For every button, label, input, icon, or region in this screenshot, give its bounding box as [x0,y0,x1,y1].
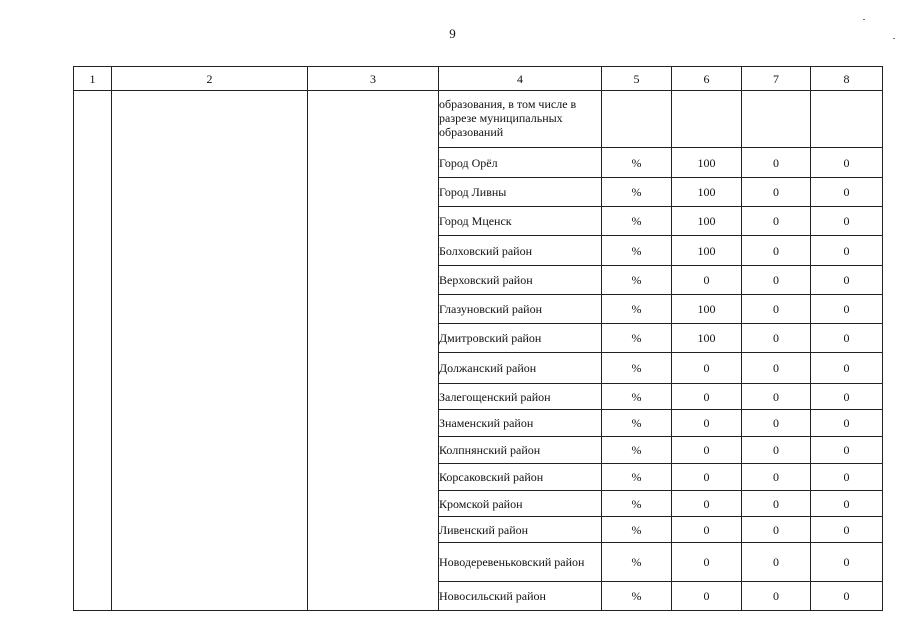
value-col8: 0 [811,266,883,295]
cell-empty [672,91,742,148]
value-col7: 0 [742,464,811,491]
value-col6: 0 [672,384,742,410]
value-col8: 0 [811,384,883,410]
unit-cell: % [602,207,672,236]
value-col8: 0 [811,543,883,582]
value-col7: 0 [742,324,811,353]
municipality-name: Болховский район [439,236,602,266]
value-col8: 0 [811,324,883,353]
value-col7: 0 [742,384,811,410]
unit-cell: % [602,266,672,295]
column-header: 1 [74,67,112,91]
municipality-name: Новодеревеньковский район [439,543,602,582]
municipality-name: Ливенский район [439,517,602,543]
municipality-name: Залегощенский район [439,384,602,410]
cell-empty [811,91,883,148]
value-col7: 0 [742,236,811,266]
municipality-name: Верховский район [439,266,602,295]
column-header: 7 [742,67,811,91]
municipality-name: Кромской район [439,491,602,517]
unit-cell: % [602,582,672,611]
scan-speck [893,38,895,39]
cell-col1-empty [74,91,112,611]
municipality-name: Дмитровский район [439,324,602,353]
value-col6: 0 [672,353,742,384]
column-header: 5 [602,67,672,91]
municipality-name: Должанский район [439,353,602,384]
cell-empty [742,91,811,148]
value-col6: 100 [672,148,742,178]
unit-cell: % [602,437,672,464]
unit-cell: % [602,384,672,410]
value-col7: 0 [742,148,811,178]
municipality-name: Новосильский район [439,582,602,611]
value-col8: 0 [811,295,883,324]
unit-cell: % [602,178,672,207]
value-col8: 0 [811,437,883,464]
municipality-name: Знаменский район [439,410,602,437]
value-col6: 0 [672,464,742,491]
indicator-label: образования, в том числе в разрезе муниципальных образований [439,91,602,148]
cell-col2-empty [112,91,308,611]
value-col7: 0 [742,178,811,207]
value-col6: 0 [672,582,742,611]
value-col7: 0 [742,517,811,543]
value-col6: 100 [672,207,742,236]
value-col6: 100 [672,236,742,266]
table-body [74,67,883,611]
value-col8: 0 [811,464,883,491]
unit-cell: % [602,410,672,437]
cell-col3-empty [308,91,439,611]
value-col6: 0 [672,266,742,295]
value-col8: 0 [811,207,883,236]
value-col6: 100 [672,295,742,324]
value-col7: 0 [742,543,811,582]
unit-cell: % [602,236,672,266]
column-header: 8 [811,67,883,91]
value-col7: 0 [742,266,811,295]
unit-cell: % [602,324,672,353]
cell-empty [602,91,672,148]
value-col8: 0 [811,491,883,517]
value-col6: 0 [672,491,742,517]
value-col7: 0 [742,582,811,611]
value-col8: 0 [811,410,883,437]
municipality-name: Колпнянский район [439,437,602,464]
report-table [73,66,883,611]
value-col8: 0 [811,517,883,543]
header-row [74,67,883,91]
value-col8: 0 [811,353,883,384]
value-col6: 0 [672,437,742,464]
value-col8: 0 [811,148,883,178]
unit-cell: % [602,517,672,543]
value-col6: 100 [672,324,742,353]
unit-cell: % [602,353,672,384]
value-col7: 0 [742,207,811,236]
value-col6: 0 [672,410,742,437]
column-header: 6 [672,67,742,91]
value-col7: 0 [742,410,811,437]
column-header: 2 [112,67,308,91]
value-col7: 0 [742,353,811,384]
unit-cell: % [602,148,672,178]
value-col8: 0 [811,178,883,207]
value-col8: 0 [811,582,883,611]
value-col7: 0 [742,491,811,517]
municipality-name: Город Мценск [439,207,602,236]
unit-cell: % [602,464,672,491]
page-number: 9 [449,26,456,41]
value-col6: 0 [672,517,742,543]
value-col7: 0 [742,437,811,464]
scan-speck [863,19,865,20]
table-row [74,91,883,148]
municipality-name: Глазуновский район [439,295,602,324]
column-header: 4 [439,67,602,91]
value-col8: 0 [811,236,883,266]
value-col7: 0 [742,295,811,324]
value-col6: 100 [672,178,742,207]
municipality-name: Корсаковский район [439,464,602,491]
unit-cell: % [602,543,672,582]
unit-cell: % [602,295,672,324]
municipality-name: Город Ливны [439,178,602,207]
column-header: 3 [308,67,439,91]
unit-cell: % [602,491,672,517]
value-col6: 0 [672,543,742,582]
municipality-name: Город Орёл [439,148,602,178]
